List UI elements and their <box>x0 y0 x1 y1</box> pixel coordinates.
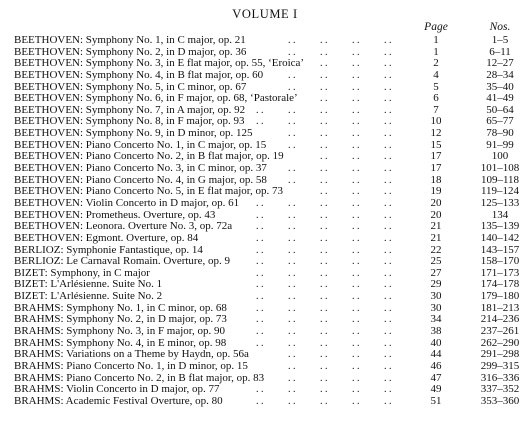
entry-page: 38 <box>430 325 442 338</box>
entry-title: BRAHMS: Academic Festival Overture, op. 80 <box>14 394 223 407</box>
entry-numbers: 109–118 <box>480 173 520 186</box>
entry-title: BRAHMS: Piano Concerto No. 1, in D minor, op. 15 <box>14 359 248 372</box>
dot-leader: . . . . . . . . <box>288 128 392 140</box>
entry-title: BEETHOVEN: Prometheus. Overture, op. 43 <box>14 208 216 221</box>
entry-title: BRAHMS: Symphony No. 4, in E minor, op. 98 <box>14 336 227 349</box>
entry-row <box>0 198 530 210</box>
entry-title: BRAHMS: Symphony No. 2, in D major, op. 73 <box>14 313 227 326</box>
dot-leader: . . . . . . . . . . <box>256 395 392 407</box>
dot-leader: . . . . . . . . . . <box>256 104 392 116</box>
entry-numbers: 134 <box>491 208 509 221</box>
dot-leader: . . . . . . <box>320 186 392 198</box>
entry-row <box>0 326 530 338</box>
dot-leader: . . . . . . . . <box>288 81 392 93</box>
entry-title: BEETHOVEN: Symphony No. 1, in C major, op. 21 <box>14 34 246 46</box>
entry-page: 19 <box>430 185 442 198</box>
dot-leader: . . . . . . <box>320 151 392 163</box>
entry-numbers: 316–336 <box>480 371 520 384</box>
entry-page: 21 <box>430 231 442 244</box>
entry-numbers: 41–49 <box>486 92 514 105</box>
entry-page: 12 <box>430 127 442 140</box>
page-column-header: Page <box>424 21 448 33</box>
entry-page: 20 <box>430 196 442 209</box>
nos-column-header: Nos. <box>489 21 511 33</box>
entry-numbers: 101–108 <box>480 162 520 175</box>
entry-page: 25 <box>430 255 442 268</box>
entry-title: BEETHOVEN: Piano Concerto No. 5, in E flat major, op. 73 <box>14 185 284 198</box>
entry-title: BEETHOVEN: Symphony No. 2, in D major, op. 36 <box>14 45 247 58</box>
entry-page: 22 <box>430 243 442 256</box>
dot-leader: . . . . . . . . . . <box>256 232 392 244</box>
dot-leader: . . . . . . . . . . <box>256 197 392 209</box>
dot-leader: . . . . . . . . <box>288 372 392 384</box>
entry-page: 49 <box>430 383 442 396</box>
dot-leader: . . . . . . . . . . <box>256 314 392 326</box>
entry-numbers: 158–170 <box>480 255 520 268</box>
entry-row <box>0 35 530 47</box>
entry-page: 34 <box>430 313 442 326</box>
dot-leader: . . . . . . . . <box>288 163 392 175</box>
dot-leader: . . . . . . . . . . <box>256 337 392 349</box>
entry-page: 17 <box>430 162 442 175</box>
entry-title: BRAHMS: Symphony No. 1, in C minor, op. 68 <box>14 301 227 314</box>
entry-title: BEETHOVEN: Piano Concerto No. 1, in C major, op. 15 <box>14 138 267 151</box>
entry-numbers: 237–261 <box>480 325 520 338</box>
dot-leader: . . . . . . . . . . <box>256 302 392 314</box>
dot-leader: . . . . . . . . . . <box>256 326 392 338</box>
entry-numbers: 6–11 <box>489 45 511 58</box>
entry-row <box>0 291 530 303</box>
entry-page: 10 <box>430 115 442 128</box>
entry-page: 4 <box>433 68 439 81</box>
dot-leader: . . . . . . . . . . <box>256 256 392 268</box>
entry-numbers: 299–315 <box>480 359 520 372</box>
dot-leader: . . . . . . . . <box>288 46 392 58</box>
entry-page: 40 <box>430 336 442 349</box>
entry-numbers: 337–352 <box>480 383 520 396</box>
entry-list <box>0 35 530 408</box>
entry-page: 30 <box>430 290 442 303</box>
entry-page: 7 <box>433 103 439 116</box>
dot-leader: . . . . . . . . . . <box>256 244 392 256</box>
entry-page: 46 <box>430 359 442 372</box>
entry-page: 15 <box>430 138 442 151</box>
dot-leader: . . . . . . . . . . <box>256 384 392 396</box>
entry-numbers: 179–180 <box>480 290 520 303</box>
entry-page: 27 <box>430 266 442 279</box>
entry-title: BERLIOZ: Le Carnaval Romain. Overture, op. 9 <box>14 255 230 268</box>
entry-page: 1 <box>433 34 439 46</box>
entry-page: 2 <box>433 57 439 70</box>
dot-leader: . . . . . . . . <box>288 174 392 186</box>
dot-leader: . . . . . . . . <box>288 69 392 81</box>
entry-numbers: 143–157 <box>480 243 520 256</box>
dot-leader: . . . . . . . . <box>288 139 392 151</box>
entry-numbers: 291–298 <box>480 348 520 361</box>
dot-leader: . . . . . . . . <box>288 349 392 361</box>
entry-title: BEETHOVEN: Piano Concerto No. 2, in B flat major, op. 19 <box>14 150 284 163</box>
entry-numbers: 65–77 <box>486 115 514 128</box>
entry-page: 30 <box>430 301 442 314</box>
entry-title: BIZET: L'Arlésienne. Suite No. 1 <box>14 278 163 291</box>
entry-numbers: 353–360 <box>480 394 520 407</box>
entry-numbers: 171–173 <box>480 266 520 279</box>
entry-title: BRAHMS: Piano Concerto No. 2, in B flat major, op. 83 <box>14 371 265 384</box>
entry-page: 21 <box>430 220 442 233</box>
entry-page: 6 <box>433 92 439 105</box>
entry-title: BEETHOVEN: Symphony No. 9, in D minor, op. 125 <box>14 127 253 140</box>
volume-title: VOLUME I <box>232 7 298 21</box>
entry-title: BEETHOVEN: Symphony No. 4, in B flat major, op. 60 <box>14 68 264 81</box>
entry-page: 20 <box>430 208 442 221</box>
entry-title: BEETHOVEN: Violin Concerto in D major, op. 61 <box>14 196 240 209</box>
entry-title: BEETHOVEN: Symphony No. 7, in A major, op. 92 <box>14 103 246 116</box>
entry-row <box>0 70 530 82</box>
entry-page: 17 <box>430 150 442 163</box>
entry-numbers: 100 <box>491 150 509 163</box>
entry-numbers: 1–5 <box>491 34 509 46</box>
entry-title: BRAHMS: Symphony No. 3, in F major, op. 90 <box>14 325 226 338</box>
dot-leader: . . . . . . . . . . <box>256 209 392 221</box>
dot-leader: . . . . . . . . . . <box>256 116 392 128</box>
entry-numbers: 78–90 <box>486 127 514 140</box>
entry-title: BEETHOVEN: Piano Concerto No. 4, in G major, op. 58 <box>14 173 267 186</box>
dot-leader: . . . . . . <box>320 93 392 105</box>
dot-leader: . . . . . . . . <box>288 35 392 46</box>
dot-leader: . . . . . . . . . . <box>256 221 392 233</box>
dot-leader: . . . . . . . . . . <box>256 267 392 279</box>
entry-numbers: 214–236 <box>480 313 520 326</box>
entry-title: BEETHOVEN: Symphony No. 8, in F major, op. 93 <box>14 115 245 128</box>
entry-title: BRAHMS: Variations on a Theme by Haydn, op. 56a <box>14 348 249 361</box>
entry-title: BEETHOVEN: Symphony No. 3, in E flat major, op. 55, ‘Eroica’ <box>14 57 305 70</box>
entry-title: BEETHOVEN: Symphony No. 5, in C minor, op. 67 <box>14 80 247 93</box>
dot-leader: . . . . . . . . <box>288 360 392 372</box>
entry-title: BRAHMS: Violin Concerto in D major, op. 77 <box>14 383 220 396</box>
entry-page: 51 <box>430 394 442 407</box>
entry-row <box>0 361 530 373</box>
entry-numbers: 140–142 <box>480 231 520 244</box>
entry-page: 47 <box>430 371 442 384</box>
dot-leader: . . . . . . <box>320 58 392 70</box>
entry-numbers: 35–40 <box>486 80 514 93</box>
entry-title: BEETHOVEN: Leonora. Overture No. 3, op. 72a <box>14 220 233 233</box>
entry-numbers: 174–178 <box>480 278 520 291</box>
entry-row <box>0 163 530 175</box>
entry-page: 29 <box>430 278 442 291</box>
entry-title: BEETHOVEN: Symphony No. 6, in F major, op. 68, ‘Pastorale’ <box>14 92 298 105</box>
entry-page: 18 <box>430 173 442 186</box>
entry-title: BIZET: Symphony, in C major <box>14 266 150 279</box>
dot-leader: . . . . . . . . . . <box>256 279 392 291</box>
entry-numbers: 28–34 <box>486 68 514 81</box>
entry-title: BERLIOZ: Symphonie Fantastique, op. 14 <box>14 243 203 256</box>
entry-page: 5 <box>433 80 439 93</box>
entry-row <box>0 396 530 408</box>
entry-numbers: 262–290 <box>480 336 520 349</box>
entry-title: BEETHOVEN: Piano Concerto No. 3, in C minor, op. 37 <box>14 162 267 175</box>
entry-title: BEETHOVEN: Egmont. Overture, op. 84 <box>14 231 199 244</box>
entry-page: 1 <box>433 45 439 58</box>
entry-numbers: 135–139 <box>480 220 520 233</box>
entry-title: BIZET: L'Arlésienne. Suite No. 2 <box>14 290 163 303</box>
entry-numbers: 125–133 <box>480 196 520 209</box>
entry-numbers: 181–213 <box>480 301 520 314</box>
entry-row <box>0 233 530 245</box>
entry-page: 44 <box>430 348 442 361</box>
entry-numbers: 12–27 <box>486 57 514 70</box>
entry-numbers: 119–124 <box>480 185 520 198</box>
entry-numbers: 91–99 <box>486 138 514 151</box>
entry-numbers: 50–64 <box>486 103 514 116</box>
dot-leader: . . . . . . . . . . <box>256 291 392 303</box>
